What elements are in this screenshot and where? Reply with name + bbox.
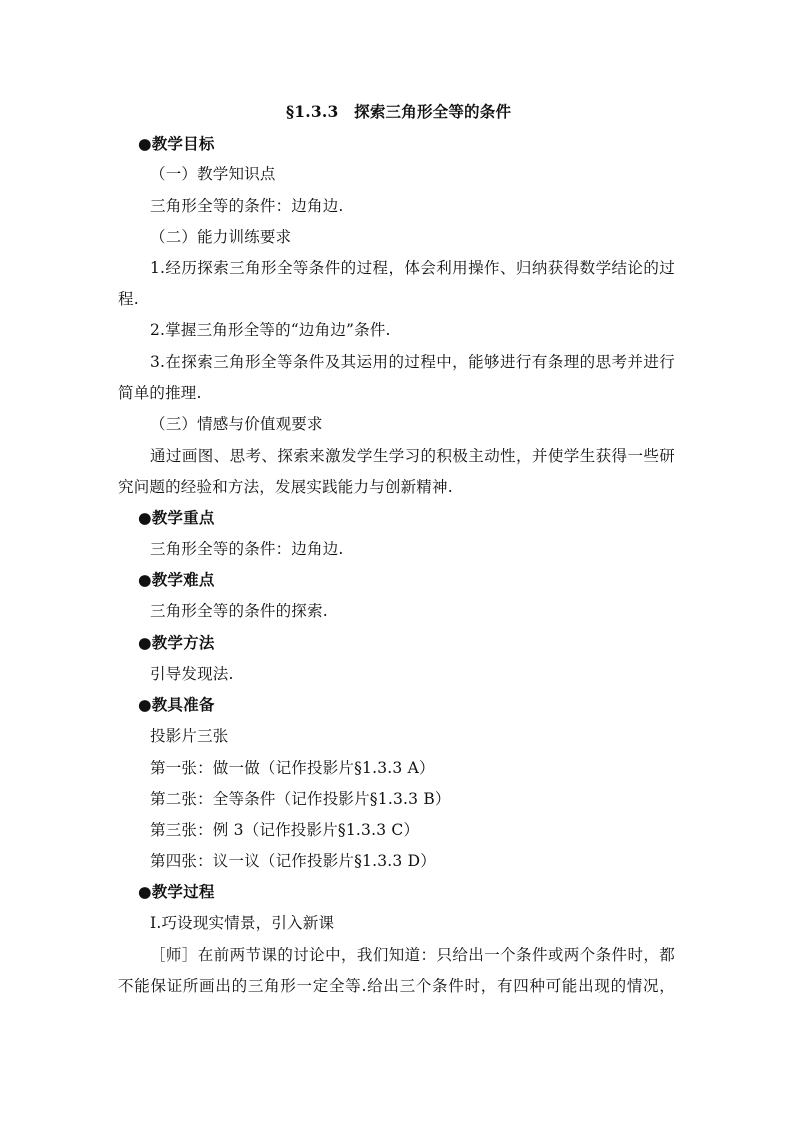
method-heading: ●教学方法 [138,633,215,652]
difficulty-heading: ●教学难点 [138,570,215,589]
tools-item-1: 第一张：做一做（记作投影片§1.3.3 A） [150,759,435,777]
emotion-heading: （三）情感与价值观要求 [150,415,323,433]
emotion-line-2: 究问题的经验和方法，发展实践能力与创新精神. [118,478,453,496]
ability-item-1-line-2: 程. [118,290,139,308]
knowledge-heading: （一）教学知识点 [150,165,276,183]
ability-item-1-line-1: 1.经历探索三角形全等条件的过程，体会利用操作、归纳获得数学结论的过 [150,259,675,277]
tools-intro: 投影片三张 [150,727,229,745]
objectives-heading: ●教学目标 [138,134,215,153]
process-paragraph-line-2: 不能保证所画出的三角形一定全等.给出三个条件时，有四种可能出现的情况， [118,977,675,995]
knowledge-text: 三角形全等的条件：边角边. [150,197,344,215]
method-text: 引导发现法. [150,665,234,683]
process-step-1: Ⅰ.巧设现实情景，引入新课 [150,914,335,932]
ability-item-3-line-2: 简单的推理. [118,384,202,402]
ability-item-3-line-1: 3.在探索三角形全等条件及其运用的过程中，能够进行有条理的思考并进行 [150,353,675,371]
ability-item-2: 2.掌握三角形全等的“边角边”条件. [150,321,391,339]
page-title: §1.3.3 探索三角形全等的条件 [286,102,512,121]
emotion-line-1: 通过画图、思考、探索来激发学生学习的积极主动性，并使学生获得一些研 [150,447,675,465]
process-heading: ●教学过程 [138,882,215,901]
difficulty-text: 三角形全等的条件的探索. [150,602,328,620]
key-point-heading: ●教学重点 [138,508,215,527]
tools-item-3: 第三张：例 3（记作投影片§1.3.3 C） [150,821,420,839]
tools-heading: ●教具准备 [138,695,215,714]
process-paragraph-line-1: ［师］在前两节课的讨论中，我们知道：只给出一个条件或两个条件时，都 [150,946,675,964]
tools-item-4: 第四张：议一议（记作投影片§1.3.3 D） [150,852,436,870]
key-point-text: 三角形全等的条件：边角边. [150,540,344,558]
tools-item-2: 第二张：全等条件（记作投影片§1.3.3 B） [150,790,451,808]
ability-heading: （二）能力训练要求 [150,228,292,246]
